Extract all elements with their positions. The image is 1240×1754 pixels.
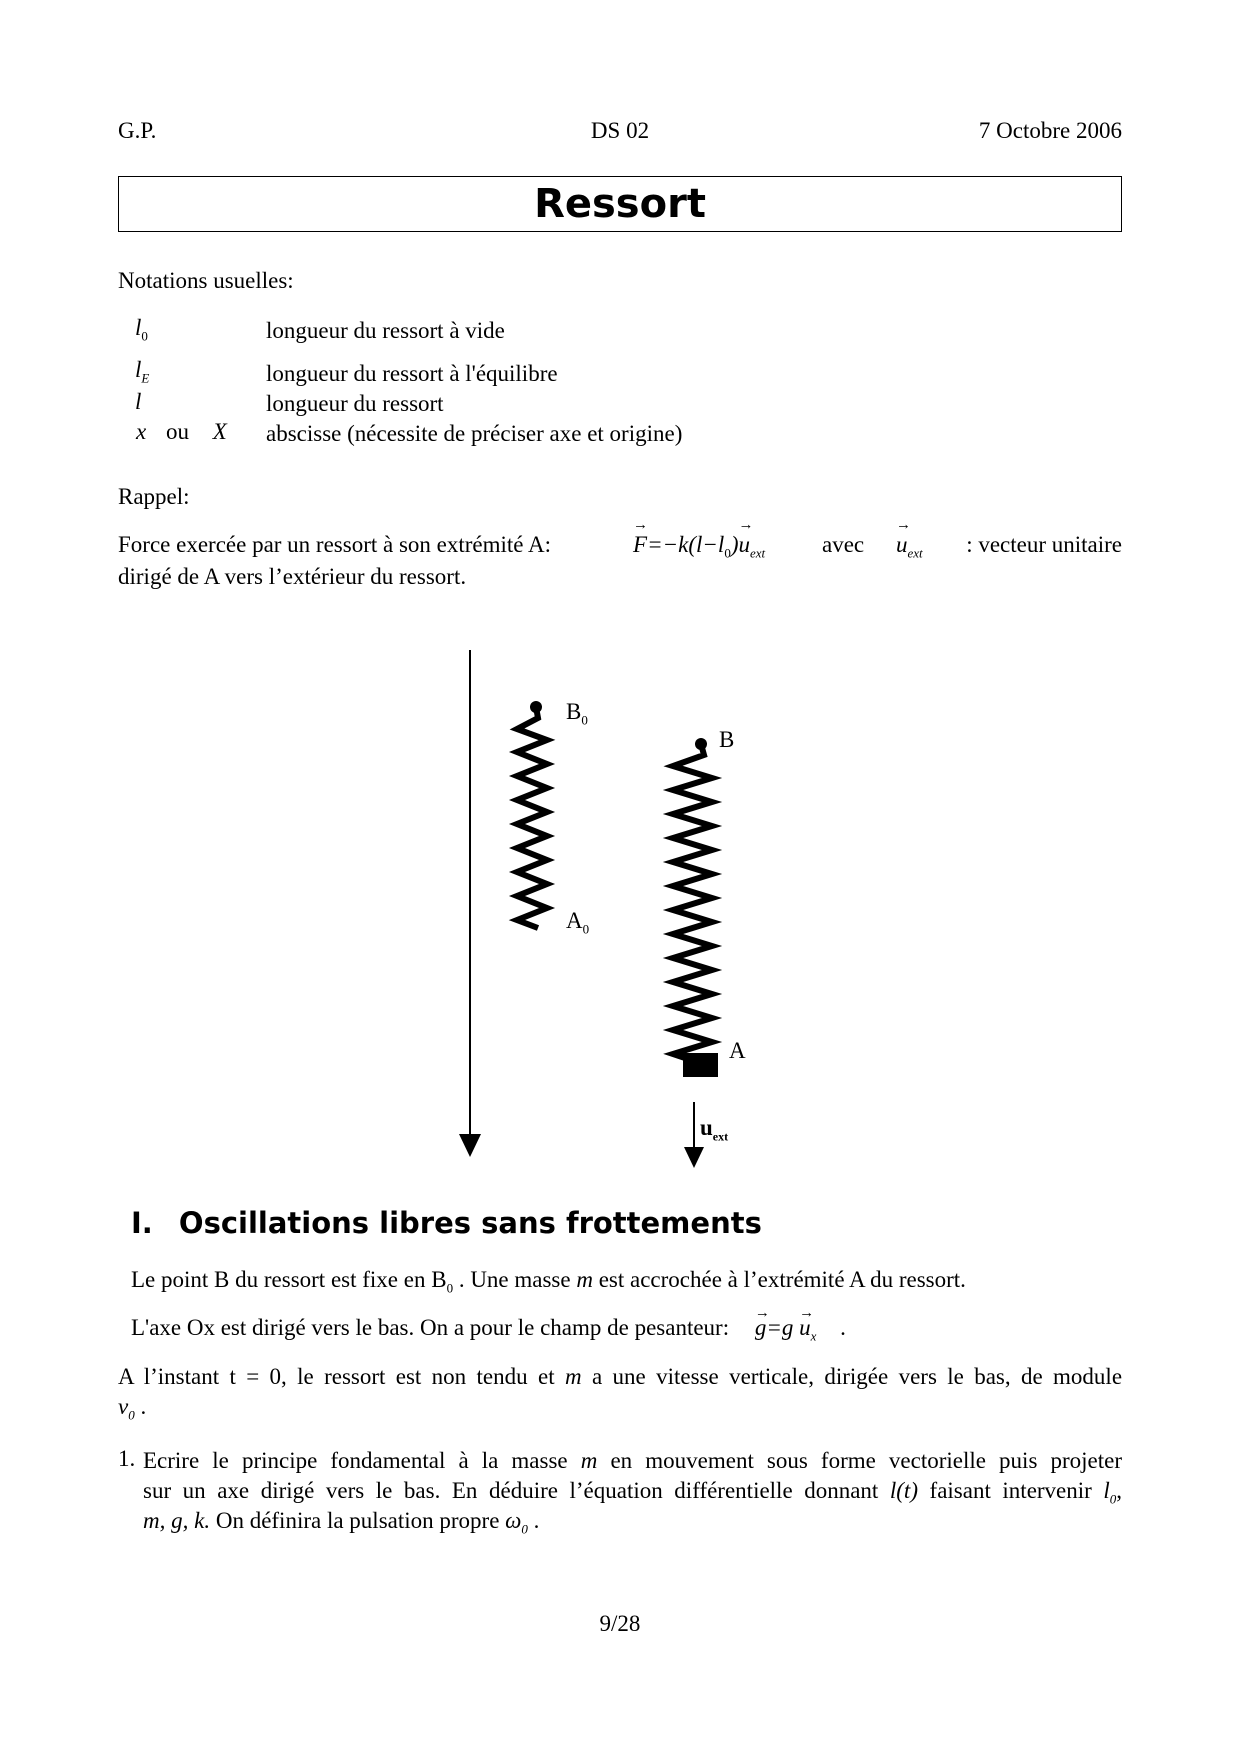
notation-text-x: abscisse (nécessite de préciser axe et origine): [266, 421, 683, 446]
unit-vector-symbol: → $u_{ext}$: [896, 532, 923, 562]
label-uext: $u_{ext}$: [700, 1115, 729, 1144]
question1-line3: m, g, k. On définira la pulsation propre $\omega_0$ .: [143, 1508, 540, 1537]
notation-text-l0: longueur du ressort à vide: [266, 318, 505, 343]
uext-arrowhead: [684, 1147, 704, 1168]
notation-symbol-x: x ou X: [136, 419, 227, 444]
force-formula: → $F=-k(l-l_0)\to u_{ext}$: [633, 532, 765, 562]
notation-text-le: longueur du ressort à l'équilibre: [266, 361, 558, 386]
section1-paragraph1: Le point B du ressort est fixe en $B_0$ . Une masse m est accrochée à l’extrémité A du ressort.: [131, 1267, 966, 1296]
spring-right: [673, 744, 712, 1063]
section-heading: I. Oscillations libres sans frottements: [131, 1206, 762, 1240]
header-center: DS 02: [590, 118, 650, 143]
page-title: Ressort: [534, 181, 706, 227]
mass-block: [683, 1053, 718, 1077]
label-b0: $B_0$: [566, 699, 588, 728]
label-b: B: [719, 727, 735, 752]
question1-number: 1.: [118, 1446, 136, 1471]
label-a: A: [729, 1038, 746, 1063]
section1-paragraph3: A l’instant t = 0, le ressort est non tendu et m a une vitesse verticale, dirigée vers le bas, de module: [118, 1364, 1123, 1389]
page-number: 9/28: [599, 1611, 641, 1636]
rappel-heading: Rappel:: [118, 484, 190, 509]
question1-line1: Ecrire le principe fondamental à la masse m en mouvement sous forme vectorielle puis projeter: [143, 1448, 1123, 1473]
notations-heading: Notations usuelles:: [118, 268, 294, 293]
gravity-formula: → $g=g \to u_x$: [755, 1315, 822, 1340]
notation-symbol-l0: $l_0$: [135, 315, 148, 344]
question1-line2: sur un axe dirigé vers le bas. En déduire l’équation différentielle donnant l(t) faisant intervenir $l_0$,: [143, 1478, 1123, 1507]
label-a0: $A_0$: [566, 908, 590, 937]
axis-arrowhead: [459, 1134, 481, 1157]
spring-left: [517, 707, 547, 928]
header-left: G.P.: [118, 118, 157, 143]
notation-text-l: longueur du ressort: [266, 391, 444, 416]
rappel-line2: dirigé de A vers l’extérieur du ressort.: [118, 564, 467, 589]
notation-symbol-le: $l_E$: [135, 357, 150, 386]
header-right: 7 Octobre 2006: [978, 118, 1122, 143]
section1-paragraph2: L'axe Ox est dirigé vers le bas. On a pour le champ de pesanteur: → $g=g \to u_x$ .: [131, 1313, 846, 1352]
section1-paragraph3-end: $v_0$ .: [118, 1394, 147, 1423]
notation-symbol-l: l: [135, 389, 142, 414]
